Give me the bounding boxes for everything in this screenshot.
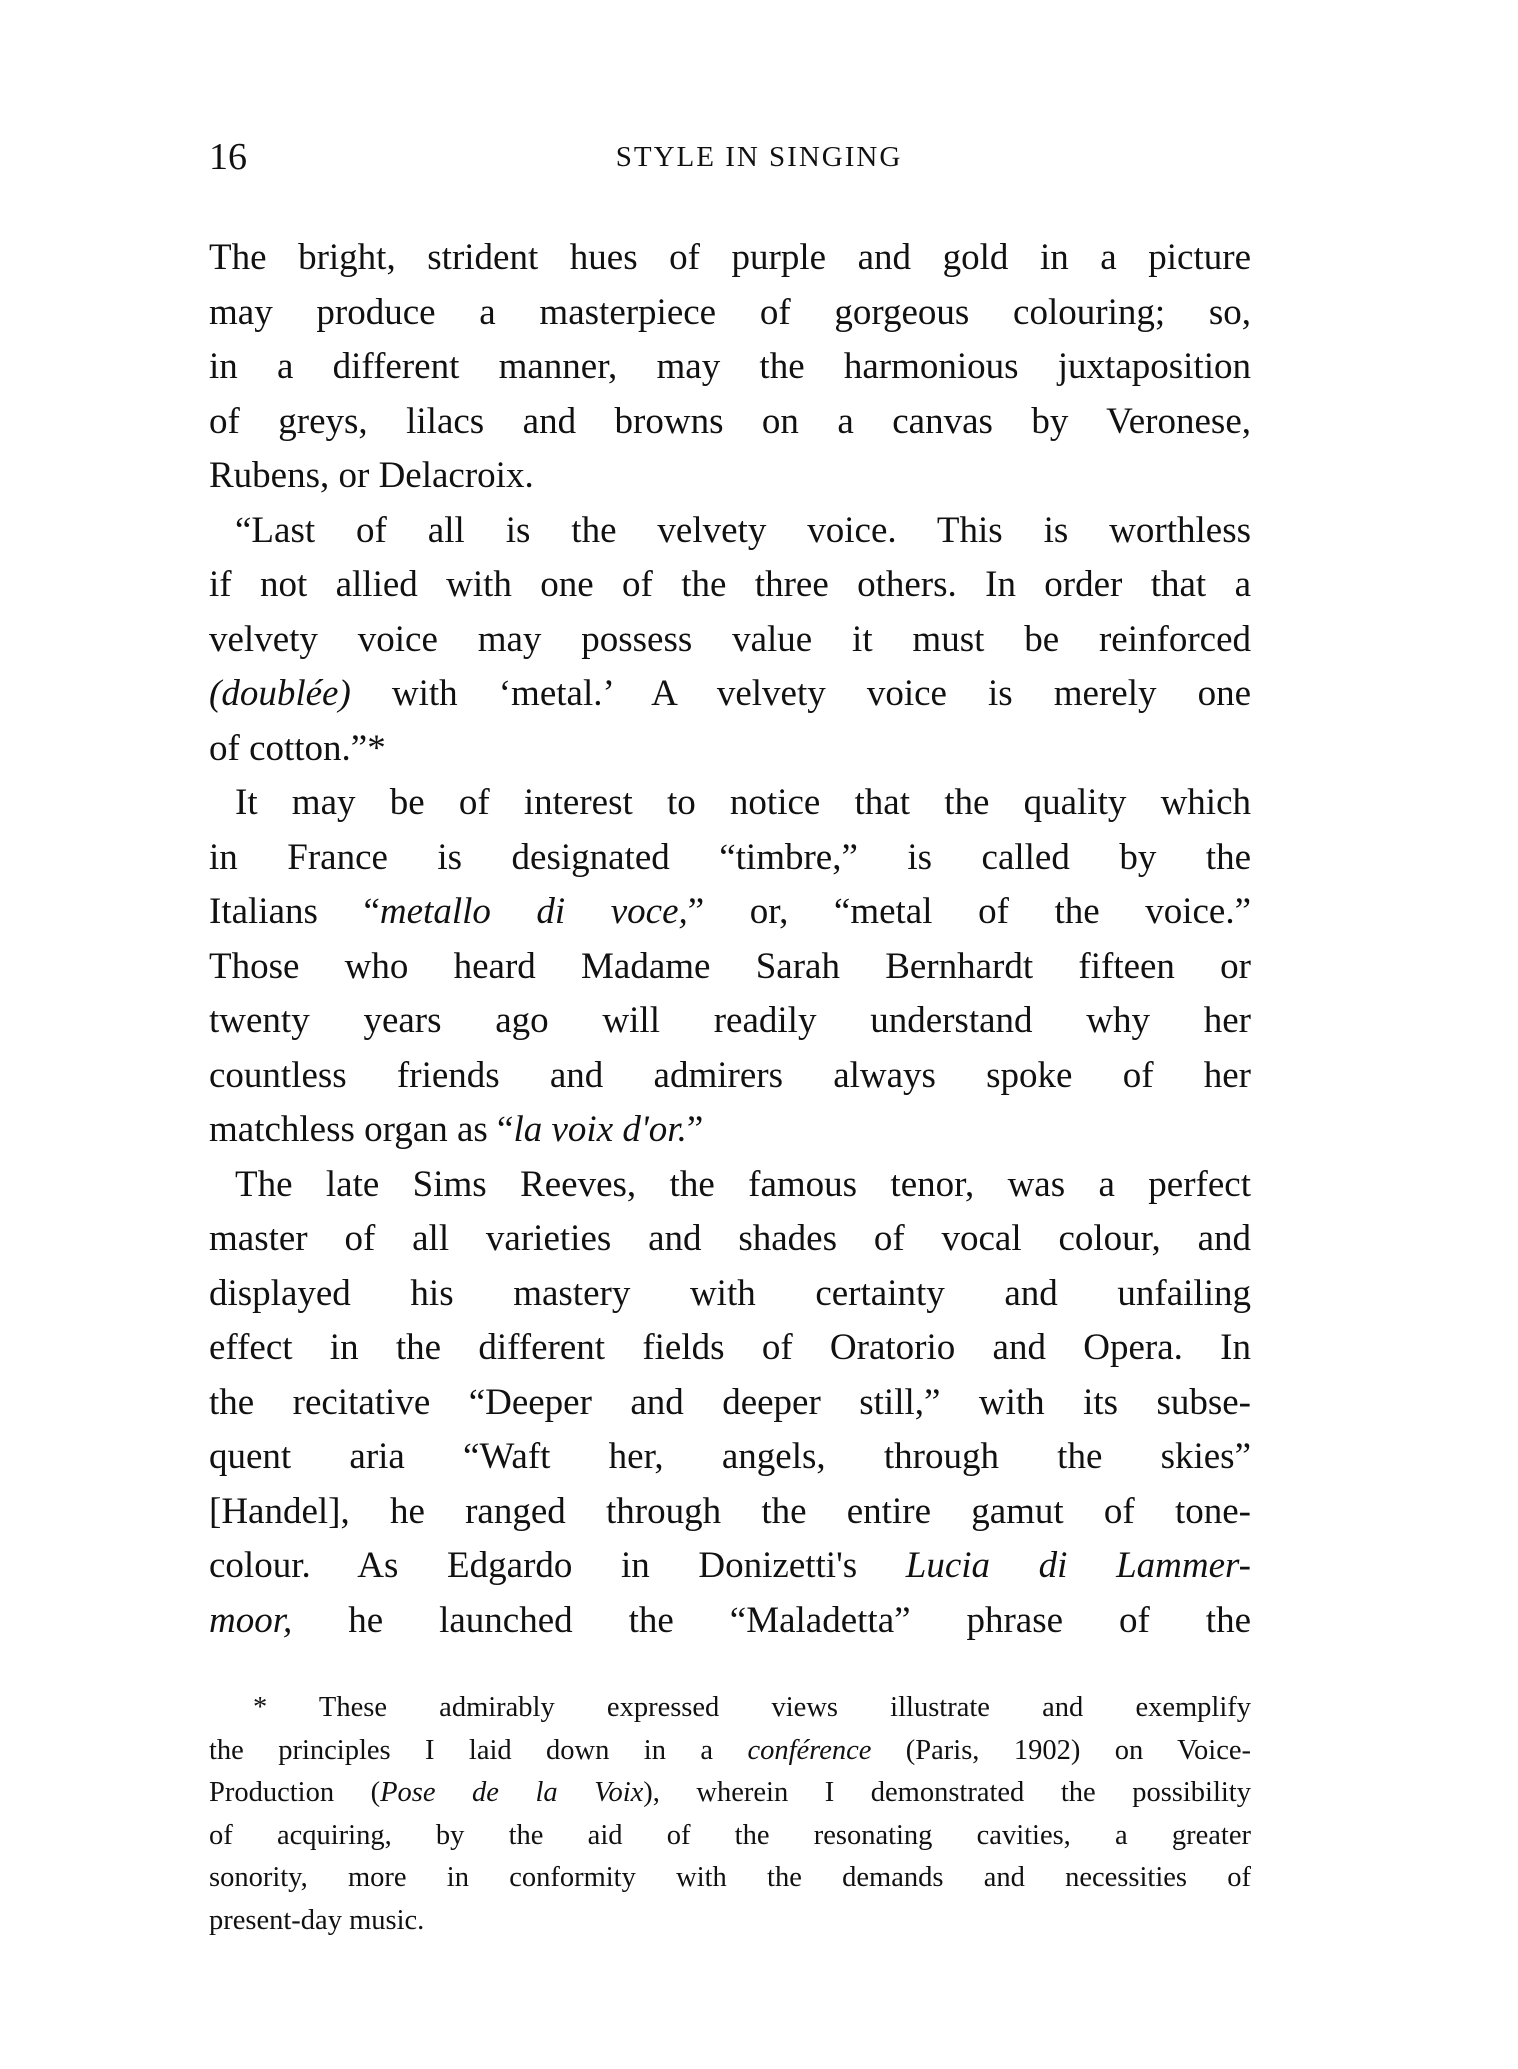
italic-text: Pose de la Voix <box>380 1777 644 1809</box>
text-line <box>209 1321 1251 1376</box>
text-run: of greys, lilacs and browns on a canvas by Veronese, <box>209 400 1251 442</box>
text-line <box>209 1376 1251 1431</box>
text-run: the principles I laid down in a <box>209 1734 748 1766</box>
text-run: colour. As Edgardo in Donizetti's <box>209 1545 906 1586</box>
text-line <box>209 231 1251 286</box>
text-line <box>209 340 1251 395</box>
text-run: ” <box>686 1109 704 1150</box>
text-run: ” or, “metal of the voice.” <box>687 891 1251 932</box>
text-line <box>209 286 1251 341</box>
text-line <box>209 1103 1251 1158</box>
text-line <box>209 395 1251 450</box>
text-run: [Handel], he ranged through the entire gamut of tone- <box>209 1490 1251 1532</box>
text-run: quent aria “Waft her, angels, through the skies” <box>209 1436 1251 1477</box>
text-run: of acquiring, by the aid of the resonating cavities, a greater <box>209 1819 1251 1851</box>
footnote-line <box>209 1815 1251 1858</box>
running-head: STYLE IN SINGING <box>615 141 903 173</box>
text-line <box>209 885 1251 940</box>
footnote-line <box>209 1900 1251 1943</box>
text-run: twenty years ago will readily understand why her <box>209 1000 1251 1041</box>
text-run: ), wherein I demonstrated the possibility <box>643 1777 1251 1809</box>
text-line <box>209 722 1251 777</box>
footnote-line <box>209 1857 1251 1900</box>
text-run: may produce a masterpiece of gorgeous colouring; so, <box>209 291 1251 333</box>
footnote-line <box>209 1772 1251 1815</box>
text-run: in a different manner, may the harmonious juxtaposition <box>209 346 1251 387</box>
italic-text: metallo di voce, <box>379 891 688 932</box>
text-run: * These admirably expressed views illustrate and exemplify <box>253 1692 1251 1723</box>
text-run: he launched the “Maladetta” phrase of the <box>292 1599 1251 1641</box>
text-run: master of all varieties and shades of vocal colour, and <box>209 1218 1251 1259</box>
text-line <box>209 1158 1251 1213</box>
text-run: The late Sims Reeves, the famous tenor, was a perfect <box>235 1163 1251 1205</box>
text-line <box>209 1594 1251 1649</box>
text-run: velvety voice may possess value it must be reinforced <box>209 618 1251 660</box>
text-run: if not allied with one of the three others. In order that a <box>209 564 1251 605</box>
italic-text: moor, <box>209 1599 293 1641</box>
text-run: (Paris, 1902) on Voice- <box>871 1734 1251 1766</box>
italic-text: la voix d'or. <box>513 1109 687 1150</box>
footnote-line <box>209 1730 1251 1773</box>
text-line <box>209 1212 1251 1267</box>
text-line <box>209 940 1251 995</box>
footnote <box>209 1687 1251 1943</box>
text-run: Production ( <box>209 1777 381 1809</box>
italic-text: Lucia di Lammer- <box>905 1545 1251 1586</box>
text-run: matchless organ as “ <box>209 1109 514 1150</box>
text-run: of cotton.”* <box>209 727 386 769</box>
text-run: effect in the different fields of Oratorio and Opera. In <box>209 1327 1251 1368</box>
footnote-line <box>209 1687 1251 1730</box>
text-run: with ‘metal.’ A velvety voice is merely one <box>350 673 1251 714</box>
text-run: sonority, more in conformity with the demands and necessities of <box>209 1862 1251 1894</box>
text-line <box>209 776 1251 831</box>
text-line <box>209 994 1251 1049</box>
text-line <box>209 1485 1251 1540</box>
text-run: “Last of all is the velvety voice. This is worthless <box>235 509 1251 551</box>
text-line <box>209 1539 1251 1594</box>
text-line <box>209 1267 1251 1322</box>
text-line <box>209 504 1251 559</box>
page-number: 16 <box>209 136 247 178</box>
italic-text: conférence <box>747 1734 872 1766</box>
text-run: Rubens, or Delacroix. <box>209 455 534 496</box>
italic-text: (doublée) <box>209 673 351 714</box>
text-line <box>209 831 1251 886</box>
text-run: present-day music. <box>209 1904 425 1936</box>
body-text <box>209 231 1251 1648</box>
text-line <box>209 1049 1251 1104</box>
text-run: Italians “ <box>209 891 380 932</box>
text-run: the recitative “Deeper and deeper still,” with its subse- <box>209 1381 1251 1423</box>
text-run: It may be of interest to notice that the quality which <box>235 782 1251 823</box>
text-line <box>209 667 1251 722</box>
text-run: countless friends and admirers always spoke of her <box>209 1054 1251 1096</box>
text-run: in France is designated “timbre,” is called by the <box>209 836 1251 878</box>
text-run: The bright, strident hues of purple and gold in a picture <box>209 237 1251 278</box>
text-line <box>209 613 1251 668</box>
text-line <box>209 1430 1251 1485</box>
text-run: Those who heard Madame Sarah Bernhardt fifteen or <box>209 945 1251 987</box>
text-run: displayed his mastery with certainty and unfailing <box>209 1272 1251 1314</box>
text-line <box>209 449 1251 504</box>
text-line <box>209 558 1251 613</box>
